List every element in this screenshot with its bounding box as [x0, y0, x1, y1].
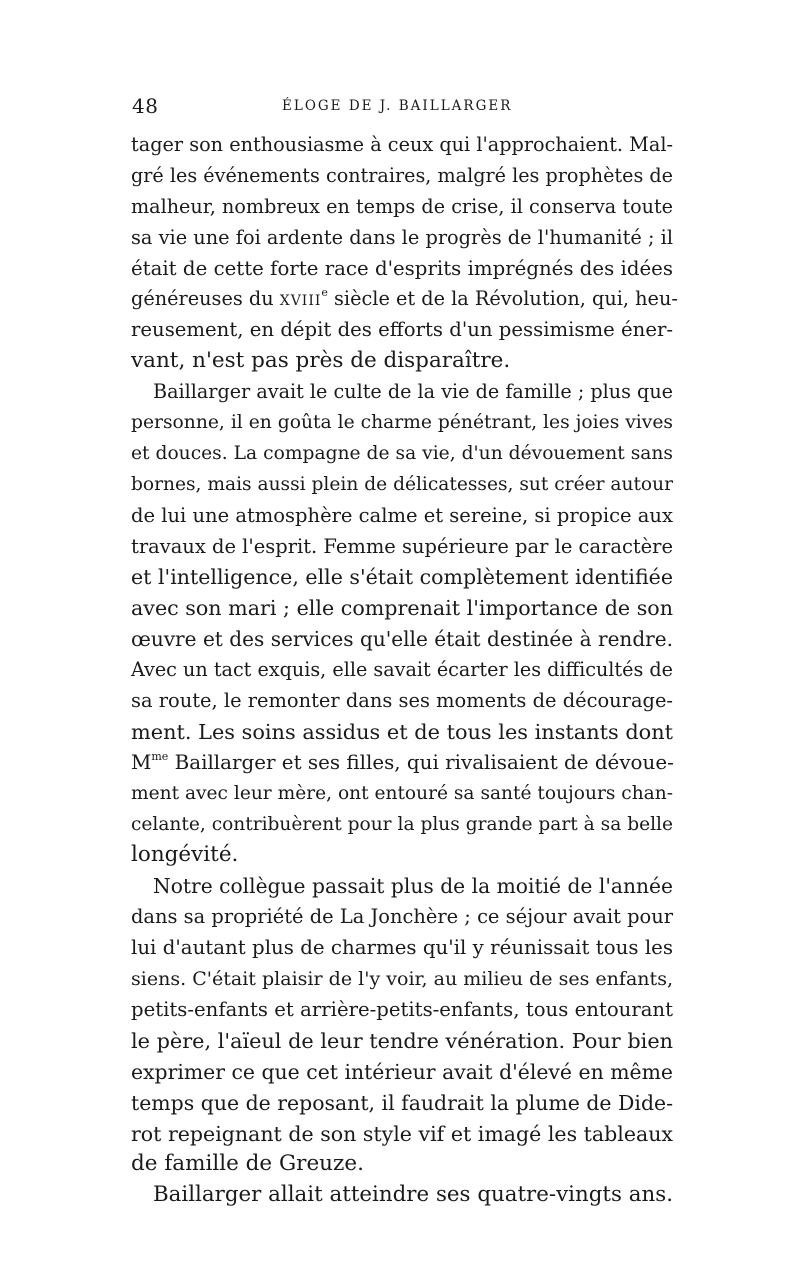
running-title: ÉLOGE DE J. BAILLARGER — [282, 98, 513, 114]
text-line: rot repeignant de son style vif et imagé les tableaux — [131, 1121, 673, 1146]
roman-numeral: XVIII — [279, 293, 322, 310]
body-text — [131, 130, 678, 1211]
text-line: et l'intelligence, elle s'était complètement identifiée — [131, 565, 673, 590]
text-line: œuvre et des services qu'elle était destinée à rendre. — [131, 627, 673, 652]
text-line: ment. Les soins assidus et de tous les instants dont — [131, 719, 673, 744]
text-line: celante, contribuèrent pour la plus grande part à sa belle — [131, 813, 673, 835]
text-line — [131, 284, 678, 315]
text-line: Baillarger allait atteindre ses quatre-vingts ans. — [153, 1182, 673, 1208]
text-line: tager son enthousiasme à ceux qui l'approchaient. Mal- — [131, 133, 673, 156]
text-line: lui d'autant plus de charmes qu'il y réunissait tous les — [131, 936, 673, 960]
text-line: malheur, nombreux en temps de crise, il conserva toute — [131, 194, 673, 218]
text-line: reusement, en dépit des efforts d'un pessimisme éner- — [131, 318, 673, 342]
text-fragment: généreuses du — [131, 287, 280, 311]
text-line: de lui une atmosphère calme et sereine, si propice aux — [131, 503, 673, 527]
text-line: temps que de reposant, il faudrait la plume de Dide- — [131, 1090, 673, 1115]
text-fragment: siècle et de la Révolution, qui, heu- — [327, 287, 678, 311]
text-line: longévité. — [131, 842, 239, 868]
text-line: était de cette forte race d'esprits imprégnés des idées — [131, 256, 673, 280]
text-line: exprimer ce que cet intérieur avait d'élevé en même — [131, 1059, 673, 1084]
text-line: de famille de Greuze. — [131, 1151, 364, 1177]
text-line: Baillarger avait le culte de la vie de famille ; plus que — [153, 380, 673, 404]
text-line: vant, n'est pas près de disparaître. — [131, 348, 511, 374]
superscript: e — [321, 286, 328, 300]
text-line: petits-enfants et arrière-petits-enfants, tous entourant — [131, 997, 673, 1021]
text-line: bornes, mais aussi plein de délicatesses, sut créer autour — [131, 473, 673, 495]
text-fragment: M — [131, 750, 152, 774]
text-line: ment avec leur mère, ont entouré sa santé toujours chan- — [131, 782, 673, 804]
text-line: dans sa propriété de La Jonchère ; ce séjour avait pour — [131, 905, 673, 929]
text-line: gré les événements contraires, malgré les prophètes de — [131, 163, 673, 187]
text-line: Notre collègue passait plus de la moitié de l'année — [153, 874, 673, 899]
running-head — [132, 94, 672, 118]
superscript: me — [151, 749, 169, 763]
text-line: sa vie une foi ardente dans le progrès de l'humanité ; il — [131, 225, 673, 249]
text-line: sa route, le remonter dans ses moments de décourage- — [131, 689, 673, 713]
text-line: travaux de l'esprit. Femme supérieure par le caractère — [131, 534, 673, 558]
text-line: siens. C'était plaisir de l'y voir, au milieu de ses enfants, — [131, 968, 673, 991]
page-number: 48 — [132, 94, 159, 118]
text-line — [131, 748, 673, 779]
text-line: le père, l'aïeul de leur tendre vénération. Pour bien — [131, 1028, 673, 1053]
text-line: avec son mari ; elle comprenait l'importance de son — [131, 596, 673, 621]
text-fragment: Baillarger et ses filles, qui rivalisaient de dévoue- — [168, 750, 674, 774]
text-line: Avec un tact exquis, elle savait écarter les difficultés de — [131, 658, 673, 682]
text-line: personne, il en goûta le charme pénétrant, les joies vives — [131, 412, 673, 434]
text-line: et douces. La compagne de sa vie, d'un dévouement sans — [131, 442, 673, 464]
